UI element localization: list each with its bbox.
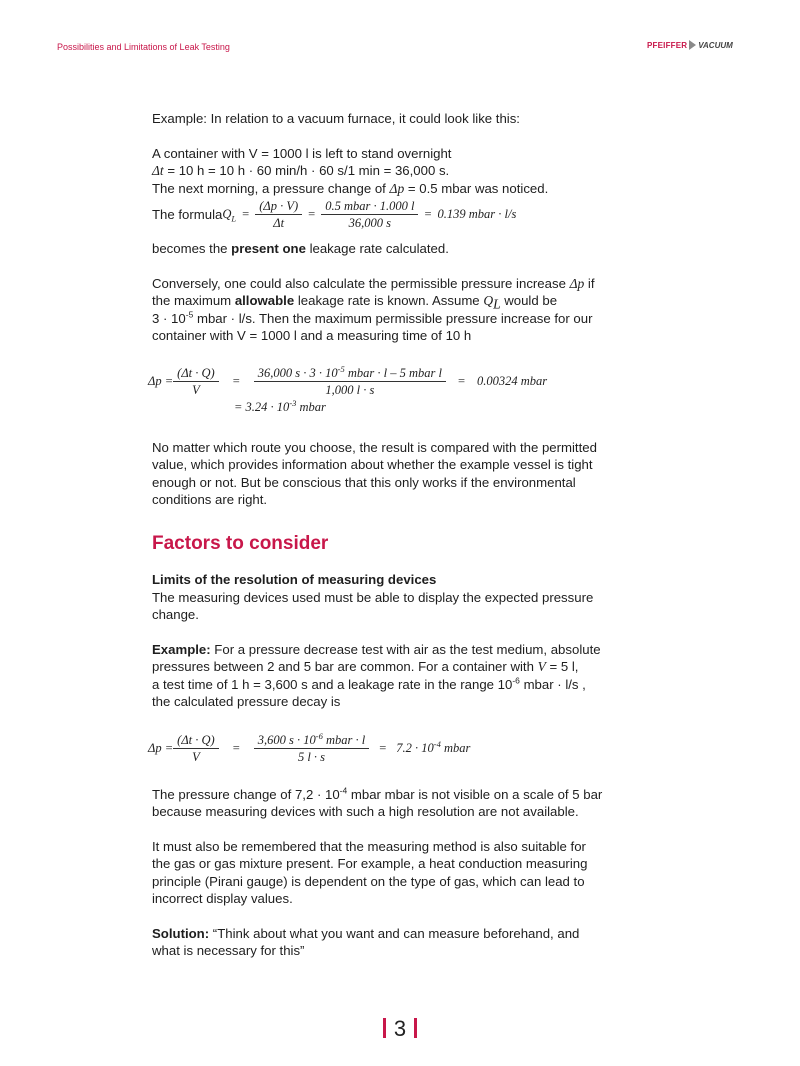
formula-pressure-increase-line-2: = $3.24 \cdot 10^{-3}$ mbar xyxy=(234,398,326,415)
method-line-4: incorrect display values. xyxy=(152,891,293,907)
converse-line-1: Conversely, one could also calculate the permissible pressure increase Δp if xyxy=(152,275,595,291)
page-bar-left xyxy=(383,1018,386,1038)
pfeiffer-vacuum-logo xyxy=(647,40,733,50)
method-line-2: the gas or gas mixture present. For example, a heat conduction measuring xyxy=(152,856,588,872)
route-line-2: value, which provides information about whether the example vessel is tight xyxy=(152,457,593,473)
container-line-2: Δt = 10 h = 10 h · 60 min/h · 60 s/1 min = 36,000 s. xyxy=(152,163,450,179)
resolution-line-1: The pressure change of $7,2 \cdot 10^{-4}$ mbar mbar is not visible on a scale of 5 bar xyxy=(152,785,603,802)
route-line-3: enough or not. But be conscious that this only works if the environmental xyxy=(152,474,576,490)
logo-brand: PFEIFFER xyxy=(647,40,688,50)
method-line-3: principle (Pirani gauge) is dependent on the type of gas, which can lead to xyxy=(152,873,585,889)
route-line-4: conditions are right. xyxy=(152,492,268,508)
route-line-1: No matter which route you choose, the result is compared with the permitted xyxy=(152,439,597,455)
header-title: Possibilities and Limitations of Leak Testing xyxy=(57,42,230,52)
container-line-1: A container with V = 1000 l is left to stand overnight xyxy=(152,145,452,161)
formula-pressure-increase: Δp = $\frac{(\Delta t \cdot Q)}{V}$ = $\frac{36,000 s \cdot 3 \cdot 10^{-5} mbar \cdot l - 5 mbar l}{1,000 l \cdot s}$ = 0.00324 mbar xyxy=(148,364,548,398)
example-line-4: the calculated pressure decay is xyxy=(152,694,341,710)
solution-line-1: Solution: “Think about what you want and can measure beforehand, and xyxy=(152,925,580,941)
limits-title: Limits of the resolution of measuring devices xyxy=(152,572,437,588)
main-content xyxy=(148,110,652,960)
formula-pressure-decay: Δp = $\frac{(\Delta t \cdot Q)}{V}$ = $\frac{3,600 s \cdot 10^{-6} mbar \cdot l}{5 l \cdot s}$ = $7.2 \cdot 10^{-4}$ mbar xyxy=(148,730,471,764)
method-line-1: It must also be remembered that the measuring method is also suitable for xyxy=(152,838,586,854)
page-number: 3 xyxy=(0,1016,800,1042)
resolution-line-2: because measuring devices with such a high resolution are not available. xyxy=(152,804,579,820)
formula-leak-rate: The formula $Q_L$ = $\frac{(\Delta p \cdot V)}{\Delta t}$ = $\frac{\text{0.5 mbar · 1.000 l}}{36,000 s}$ = 0.139 mbar · l/s xyxy=(152,199,517,231)
converse-line-2: the maximum allowable leakage rate is known. Assume $Q_L$ would be xyxy=(152,293,558,312)
present-leak-rate-paragraph: becomes the present one leakage rate calculated. xyxy=(152,241,449,257)
solution-line-2: what is necessary for this” xyxy=(152,943,305,959)
limits-line-1: The measuring devices used must be able to display the expected pressure xyxy=(152,589,594,605)
example-line-2: pressures between 2 and 5 bar are common. For a container with V = 5 l, xyxy=(152,659,579,675)
logo-sub: VACUUM xyxy=(698,40,733,50)
limits-line-2: change. xyxy=(152,607,199,623)
page-bar-right xyxy=(414,1018,417,1038)
logo-arrow-icon xyxy=(689,40,696,50)
intro-paragraph: Example: In relation to a vacuum furnace, it could look like this: xyxy=(152,111,520,126)
section-heading: Factors to consider xyxy=(152,533,329,555)
example-line-3: a test time of 1 h = 3,600 s and a leakage rate in the range $10^{-6}$ mbar · l/s , xyxy=(152,675,586,692)
converse-line-4: container with V = 1000 l and a measuring time of 10 h xyxy=(152,328,472,344)
example-line-1: Example: For a pressure decrease test with air as the test medium, absolute xyxy=(152,642,601,658)
converse-line-3: $3 \cdot 10^{-5}$ mbar · l/s. Then the maximum permissible pressure increase for our xyxy=(152,309,593,326)
container-line-3: The next morning, a pressure change of Δp = 0.5 mbar was noticed. xyxy=(152,180,549,196)
